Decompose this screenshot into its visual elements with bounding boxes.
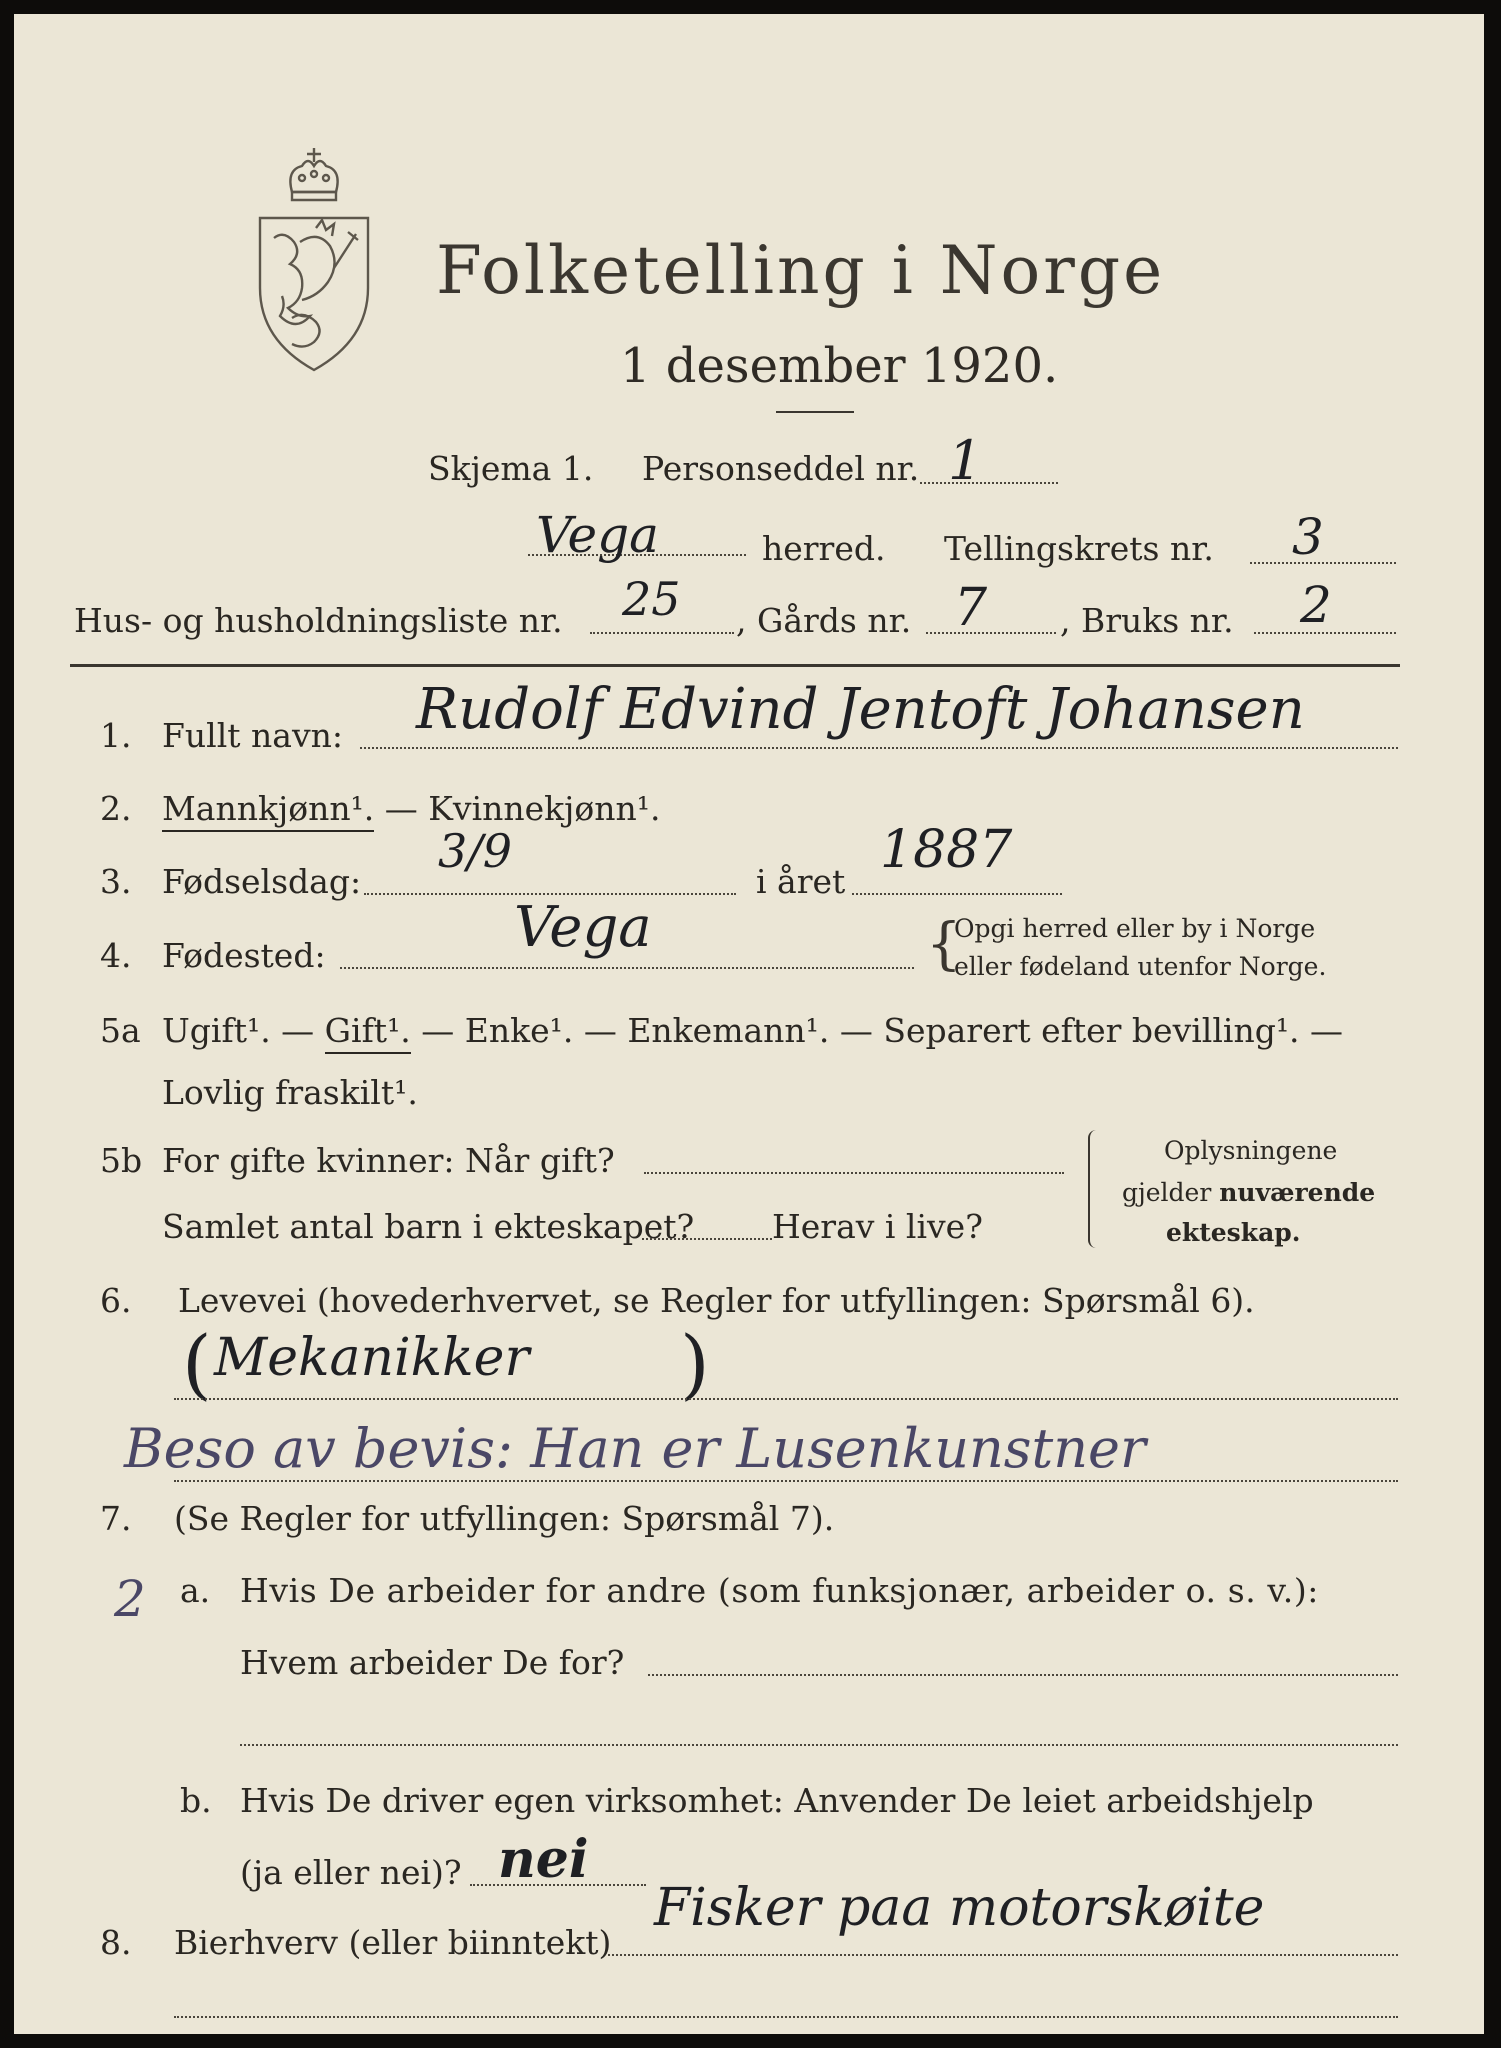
- tellingskrets-label: Tellingskrets nr.: [944, 529, 1214, 568]
- q7a-answer-line2: [240, 1744, 1398, 1746]
- q2-number: 2.: [100, 789, 132, 828]
- bruks-label: , Bruks nr.: [1060, 601, 1234, 640]
- title-divider: [776, 411, 854, 413]
- q6-label: Levevei (hovederhvervet, se Regler for utfyllingen: Spørsmål 6).: [178, 1281, 1255, 1320]
- personseddel-line: [920, 482, 1058, 484]
- q3-year-label: i året: [756, 862, 846, 901]
- header-rule: [70, 664, 1400, 667]
- q4-note-brace: {: [926, 912, 962, 977]
- q5b-note-bracket: [1088, 1130, 1098, 1248]
- q5b-label1: For gifte kvinner: Når gift?: [162, 1141, 615, 1180]
- q7-number: 7.: [100, 1499, 132, 1538]
- q7a-line2: Hvem arbeider De for?: [240, 1643, 625, 1682]
- q5b-note2-emphasis: nuværende: [1219, 1178, 1376, 1207]
- q1-value: Rudolf Edvind Jentoft Johansen: [416, 677, 1305, 742]
- skjema-label: Skjema 1.: [428, 449, 594, 488]
- q5a-gift: Gift¹.: [325, 1011, 411, 1054]
- q3-value: 3/9: [438, 824, 513, 878]
- q2-text: [162, 789, 661, 828]
- q5a-line2: Lovlig fraskilt¹.: [162, 1073, 418, 1112]
- q6-annotation: Beso av bevis: Han er Lusenkunstner: [124, 1417, 1146, 1480]
- census-date: 1 desember 1920.: [620, 338, 1059, 394]
- q2-female-option: Kvinnekjønn¹.: [428, 789, 661, 828]
- q5a-number: 5a: [100, 1011, 141, 1050]
- q7b-value: nei: [498, 1829, 589, 1890]
- husliste-line: [590, 632, 734, 634]
- q1-line: [360, 747, 1398, 749]
- q8-line2: [174, 2016, 1398, 2018]
- q7a-line1: Hvis De arbeider for andre (som funksjonær, arbeider o. s. v.):: [240, 1571, 1320, 1610]
- q7a-answer-line1: [648, 1674, 1398, 1676]
- q6-line1: [174, 1398, 1398, 1400]
- q6-value: Mekanikker: [214, 1328, 530, 1388]
- q4-note-line2: eller fødeland utenfor Norge.: [954, 952, 1327, 981]
- q6-line2: [174, 1480, 1398, 1482]
- q4-note-line1: Opgi herred eller by i Norge: [954, 914, 1316, 943]
- q5b-note3: ekteskap.: [1166, 1218, 1301, 1247]
- q6-value-bracket-right: ): [680, 1319, 710, 1408]
- personseddel-value: 1: [948, 429, 983, 492]
- q4-value: Vega: [514, 895, 652, 960]
- personseddel-label: Personseddel nr.: [642, 449, 920, 488]
- q7b-line2: (ja eller nei)?: [240, 1853, 462, 1892]
- q8-line: [608, 1954, 1398, 1956]
- husliste-value: 25: [622, 572, 681, 626]
- q5a-dash: —: [270, 1011, 325, 1050]
- q8-number: 8.: [100, 1923, 132, 1962]
- q7b-line1: Hvis De driver egen virksomhet: Anvender De leiet arbeidshjelp: [240, 1781, 1314, 1820]
- q7a-letter: a.: [180, 1571, 211, 1610]
- q4-line: [340, 967, 914, 969]
- q5a-ugift: Ugift¹.: [162, 1011, 271, 1050]
- q2-male-option: Mannkjønn¹.: [162, 789, 374, 832]
- q5b-note2: [1122, 1180, 1375, 1205]
- q6-number: 6.: [100, 1281, 132, 1320]
- norway-coat-of-arms-icon: [252, 148, 376, 378]
- q5b-line2: [642, 1238, 772, 1240]
- q5b-note1: Oplysningene: [1164, 1136, 1338, 1165]
- q3-year-line: [852, 893, 1062, 895]
- census-form-sheet: [14, 14, 1484, 2034]
- q4-number: 4.: [100, 936, 132, 975]
- q2-separator: —: [374, 789, 429, 828]
- herred-value: Vega: [536, 506, 659, 564]
- gards-label: , Gårds nr.: [736, 601, 912, 640]
- q3-label: Fødselsdag:: [162, 862, 362, 901]
- q5b-label2: Samlet antal barn i ekteskapet?: [162, 1207, 695, 1246]
- q1-label: Fullt navn:: [162, 716, 343, 755]
- gards-line: [926, 632, 1056, 634]
- q1-number: 1.: [100, 716, 132, 755]
- bruks-value: 2: [1300, 576, 1332, 634]
- q7b-letter: b.: [180, 1781, 212, 1820]
- q8-value: Fisker paa motorskøite: [654, 1878, 1265, 1938]
- q5b-number: 5b: [100, 1141, 143, 1180]
- q7-label: (Se Regler for utfyllingen: Spørsmål 7).: [174, 1499, 835, 1538]
- q8-label: Bierhverv (eller biinntekt): [174, 1923, 612, 1962]
- husliste-label: Hus- og husholdningsliste nr.: [74, 601, 563, 640]
- q5a-other-options: — Enke¹. — Enkemann¹. — Separert efter bevilling¹. —: [410, 1011, 1344, 1050]
- form-title: Folketelling i Norge: [436, 232, 1166, 309]
- gards-value: 7: [954, 578, 988, 638]
- q6-value-bracket-left: (: [182, 1319, 212, 1408]
- q5b-label3: Herav i live?: [772, 1207, 983, 1246]
- q4-label: Fødested:: [162, 936, 326, 975]
- q5a-text: [162, 1011, 1344, 1050]
- q5b-note2-prefix: gjelder: [1122, 1178, 1220, 1207]
- q3-year-value: 1887: [880, 820, 1013, 880]
- herred-label: herred.: [762, 529, 886, 568]
- q3-number: 3.: [100, 862, 132, 901]
- tellingskrets-value: 3: [1292, 508, 1324, 566]
- q7-margin-mark: 2: [114, 1570, 146, 1628]
- q5b-line1: [644, 1172, 1064, 1174]
